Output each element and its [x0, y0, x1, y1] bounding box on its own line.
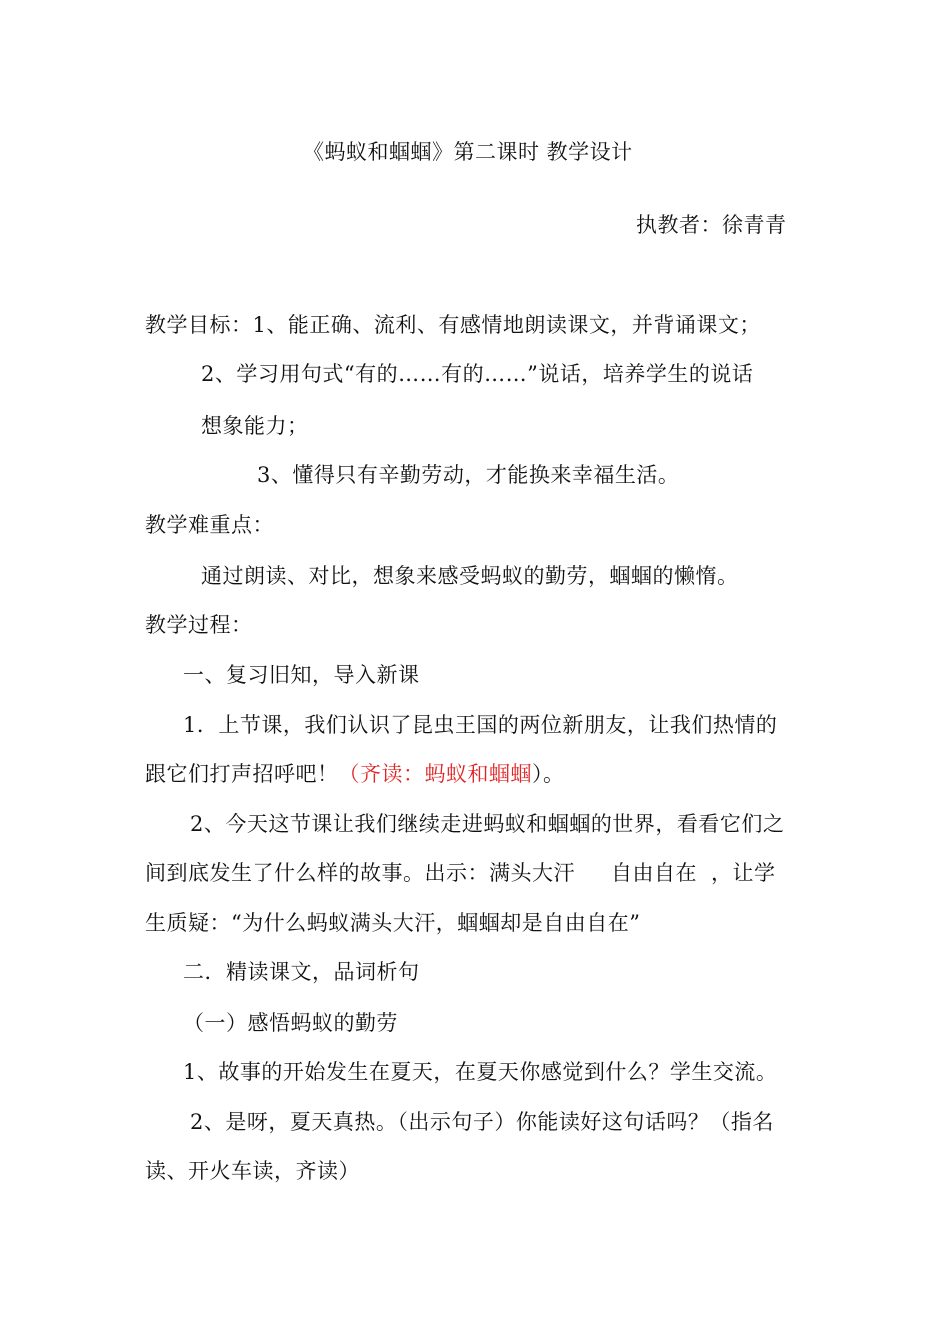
goals-line-1 [145, 311, 761, 339]
key-points-label: 教学难重点： [145, 513, 274, 537]
s1-paragraph-2c: 生质疑：“为什么蚂蚁满头大汗，蝈蝈却是自由自在” [145, 911, 641, 935]
process-label: 教学过程： [145, 613, 253, 637]
s2-paragraph-2a: 2、是呀，夏天真热。（出示句子）你能读好这句话吗？（指名 [190, 1110, 774, 1134]
s2-paragraph-2b: 读、开火车读，齐读） [145, 1159, 360, 1183]
s1-paragraph-2a: 2、今天这节课让我们继续走进蚂蚁和蝈蝈的世界，看看它们之 [190, 812, 785, 836]
subsection-1-title: （一）感悟蚂蚁的勤劳 [183, 1011, 398, 1035]
read-aloud-note: （齐读：蚂蚁和蝈蝈 [338, 762, 532, 786]
s1-p1b-text: 跟它们打声招呼吧！ [145, 762, 339, 786]
s1-paragraph-2b [145, 859, 776, 887]
goal-item-2b: 想象能力； [201, 414, 309, 438]
s1-paragraph-1a: 1．上节课，我们认识了昆虫王国的两位新朋友，让我们热情的 [183, 713, 778, 737]
author-line: 执教者：徐青青 [636, 213, 787, 237]
key-points-text: 通过朗读、对比，想象来感受蚂蚁的勤劳，蝈蝈的懒惰。 [201, 564, 739, 588]
s1-p2b-prefix: 间到底发生了什么样的故事。出示：满头大汗 [145, 861, 575, 885]
section-1-title: 一、复习旧知，导入新课 [183, 663, 420, 687]
section-2-title: 二．精读课文，品词析句 [183, 960, 420, 984]
goal-item-1: 1、能正确、流利、有感情地朗读课文，并背诵课文； [252, 313, 761, 337]
s1-p2b-mid: 自由自在 [611, 861, 697, 885]
s2-paragraph-1: 1、故事的开始发生在夏天，在夏天你感觉到什么？学生交流。 [183, 1060, 778, 1084]
document-title: 《蚂蚁和蝈蝈》第二课时 教学设计 [303, 140, 633, 164]
s1-p2b-suffix: ，让学 [711, 861, 776, 885]
s1-p1b-suffix: ）。 [532, 762, 565, 786]
goal-item-2a: 2、学习用句式“有的……有的……”说话，培养学生的说话 [201, 362, 754, 386]
goal-item-3: 3、懂得只有辛勤劳动，才能换来幸福生活。 [257, 463, 680, 487]
s1-paragraph-1b [145, 760, 565, 788]
goals-label: 教学目标： [145, 313, 253, 337]
